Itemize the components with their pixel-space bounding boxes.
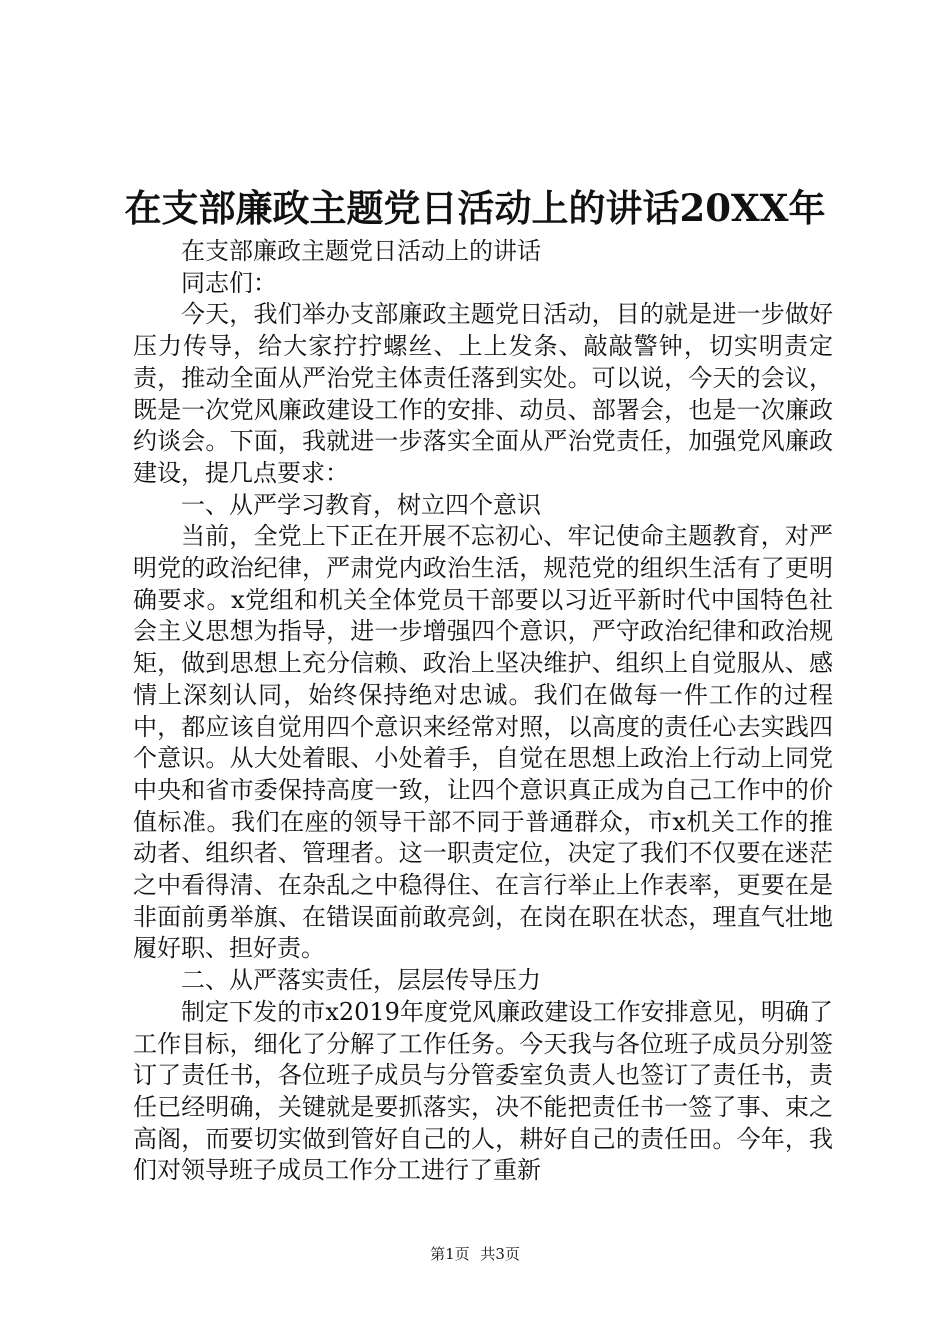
document-body (133, 236, 833, 1187)
speech-subtitle: 在支部廉政主题党日活动上的讲话 (181, 237, 541, 265)
salutation: 同志们： (181, 268, 277, 297)
section-1-paragraph: 当前，全党上下正在开展不忘初心、牢记使命主题教育，对严明党的政治纪律，严肃党内政治生活，规范党的组织生活有了更明确要求。x党组和机关全体党员干部要以习近平新时代中国特色社会主义思想为指导，进一步增强四个意识，严守政治纪律和政治规矩，做到思想上充分信赖、政治上坚决维护、组织上自觉服从、感情上深刻认同，始终保持绝对忠诚。我们在做每一件工作的过程中，都应该自觉用四个意识来经常对照，以高度的责任心去实践四个意识。从大处着眼、小处着手，自觉在思想上政治上行动上同党中央和省市委保持高度一致，让四个意识真正成为自己工作中的价值标准。我们在座的领导干部不同于普通群众，市x机关工作的推动者、组织者、管理者。这一职责定位，决定了我们不仅要在迷茫之中看得清、在杂乱之中稳得住、在言行举止上作表率，更要在是非面前勇举旗、在错误面前敢亮剑，在岗在职在状态，理直气壮地履好职、担好责。 (133, 522, 833, 963)
section-2-paragraph: 制定下发的市x2019年度党风廉政建设工作安排意见，明确了工作目标，细化了分解了工作任务。今天我与各位班子成员分别签订了责任书，各位班子成员与分管委室负责人也签订了责任书，责任已经明确，关键就是要抓落实，决不能把责任书一签了事、束之高阁，而要切实做到管好自己的人，耕好自己的责任田。今年，我们对领导班子成员工作分工进行了重新 (133, 997, 833, 1185)
section-heading-2: 二、从严落实责任，层层传导压力 (181, 966, 541, 995)
intro-paragraph: 今天，我们举办支部廉政主题党日活动，目的就是进一步做好压力传导，给大家拧拧螺丝、上上发条、敲敲警钟，切实明责定责，推动全面从严治党主体责任落到实处。可以说，今天的会议，既是一次党风廉政建设工作的安排、动员、部署会，也是一次廉政约谈会。下面，我就进一步落实全面从严治党责任，加强党风廉政建设，提几点要求： (133, 300, 833, 487)
document-title: 在支部廉政主题党日活动上的讲话20XX年 (124, 186, 826, 230)
section-heading-1: 一、从严学习教育，树立四个意识 (181, 490, 541, 519)
page-footer: 第1页 共3页 (430, 1245, 520, 1263)
